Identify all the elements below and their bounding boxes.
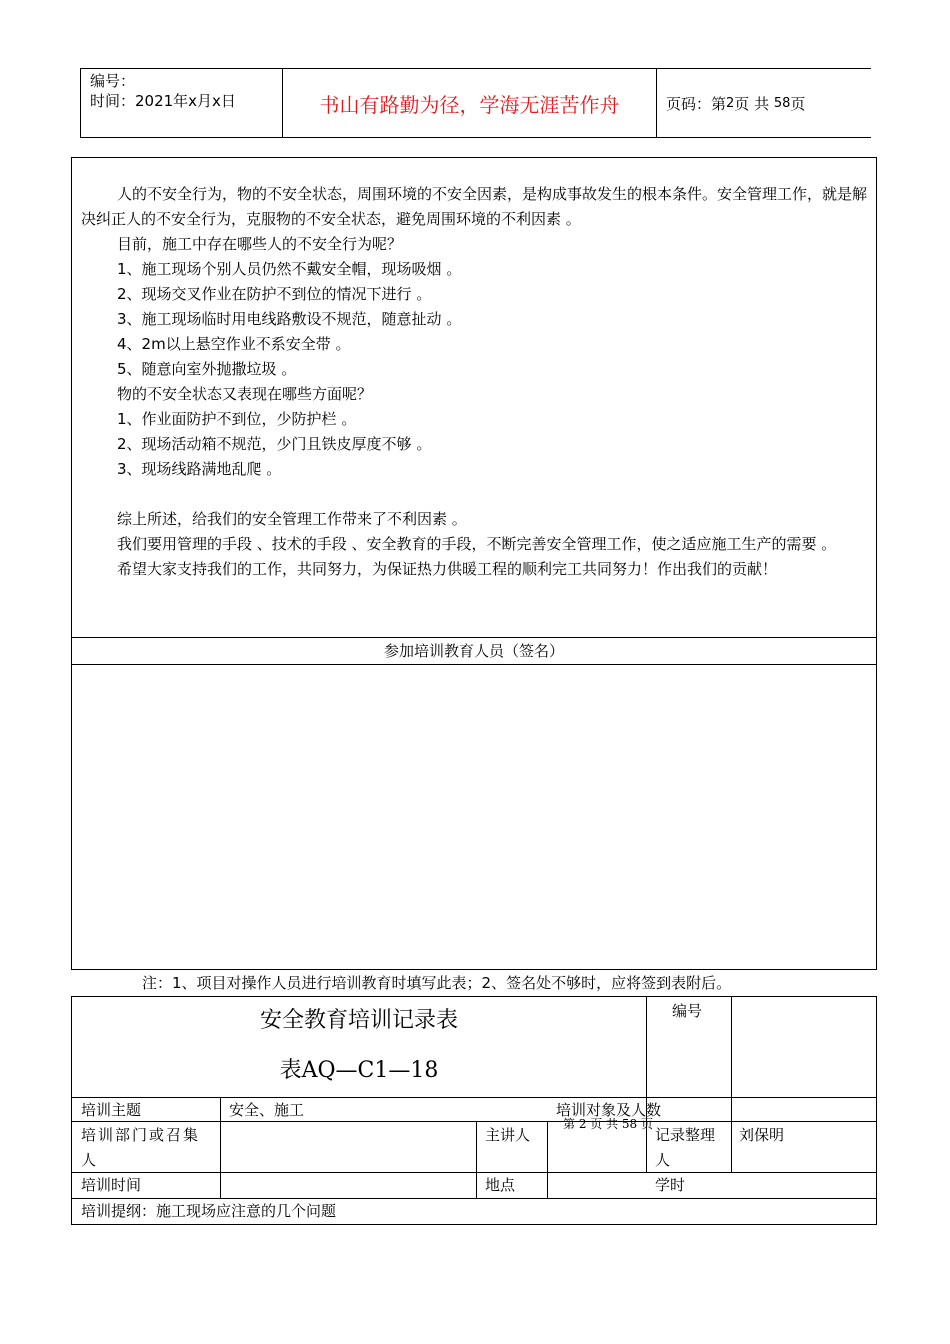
paragraph-summary: 综上所述，给我们的安全管理工作带来了不利因素 。 <box>117 510 467 528</box>
place-label: 地点 <box>485 1176 516 1194</box>
question-objects: 物的不安全状态又表现在哪些方面呢？ <box>117 385 373 403</box>
list-item: 2、现场活动箱不规范，少门且铁皮厚度不够 。 <box>117 435 432 453</box>
form-code-prefix: 表 <box>279 1058 302 1083</box>
training-outline: 培训提纲：施工现场应注意的几个问题 <box>81 1202 337 1220</box>
page-number: 2 <box>726 95 735 111</box>
list-item: 1、作业面防护不到位，少防护栏 。 <box>117 410 357 428</box>
lecturer-label: 主讲人 <box>485 1126 531 1144</box>
paragraph-methods: 我们要用管理的手段 、技术的手段 、安全教育的手段，不断完善安全管理工作，使之适应施工生产的需要 。 <box>117 535 837 553</box>
paragraph-intro: 人的不安全行为，物的不安全状态，周围环境的不安全因素，是构成事故发生的根本条件。安全管理工作，就是解决纠正人的不安全行为，克服物的不安全状态，避免周围环境的不利因素 。 <box>81 185 868 228</box>
header-time-label: 时间：2021年x月x日 <box>90 92 236 110</box>
number-label: 编号 <box>672 1002 703 1020</box>
page-mark: 第 2 页 共 58 页 <box>563 1117 653 1131</box>
target-label: 培训对象及人数 <box>556 1101 662 1119</box>
topic-value: 安全、施工 <box>229 1101 305 1119</box>
document-body <box>81 182 867 582</box>
page-mid: 页 共 <box>734 94 770 113</box>
form-title: 安全教育培训记录表 <box>259 1008 458 1033</box>
header-number-label: 编号： <box>90 72 136 90</box>
form-code-value: AQ—C1—18 <box>301 1058 439 1083</box>
page-prefix: 页码：第 <box>666 94 727 113</box>
header-page-info <box>656 69 871 137</box>
question-people: 目前，施工中存在哪些人的不安全行为呢？ <box>117 235 403 253</box>
list-item: 1、施工现场个别人员仍然不戴安全帽，现场吸烟 。 <box>117 260 462 278</box>
recorder-value: 刘保明 <box>739 1126 785 1144</box>
page-suffix: 页 <box>790 94 806 113</box>
list-item: 3、施工现场临时用电线路敷设不规范，随意扯动 。 <box>117 310 462 328</box>
sign-header: 参加培训教育人员（签名） <box>72 637 876 665</box>
paragraph-closing: 希望大家支持我们的工作，共同努力，为保证热力供暖工程的顺利完工共同努力！作出我们的贡献！ <box>117 560 778 578</box>
page-total: 58 <box>773 95 791 111</box>
recorder-label: 记录整理人 <box>655 1126 716 1169</box>
training-record-table <box>71 996 877 1225</box>
time-label: 培训时间 <box>81 1176 142 1194</box>
content-box <box>71 157 877 970</box>
list-item: 2、现场交叉作业在防护不到位的情况下进行 。 <box>117 285 432 303</box>
list-item: 5、随意向室外抛撒垃圾 。 <box>117 360 297 378</box>
header-slogan: 书山有路勤为径，学海无涯苦作舟 <box>283 69 657 137</box>
list-item: 4、2m以上悬空作业不系安全带 。 <box>117 335 351 353</box>
hours-label: 学时 <box>655 1176 686 1194</box>
header-meta <box>81 69 283 137</box>
form-code <box>72 1055 646 1087</box>
page-header <box>80 68 871 138</box>
topic-label: 培训主题 <box>81 1101 142 1119</box>
dept-label: 培训部门或召集人 <box>81 1126 201 1169</box>
list-item: 3、现场线路满地乱爬 。 <box>117 460 282 478</box>
footnote: 注：1、项目对操作人员进行培训教育时填写此表；2、签名处不够时，应将签到表附后。 <box>142 974 732 992</box>
